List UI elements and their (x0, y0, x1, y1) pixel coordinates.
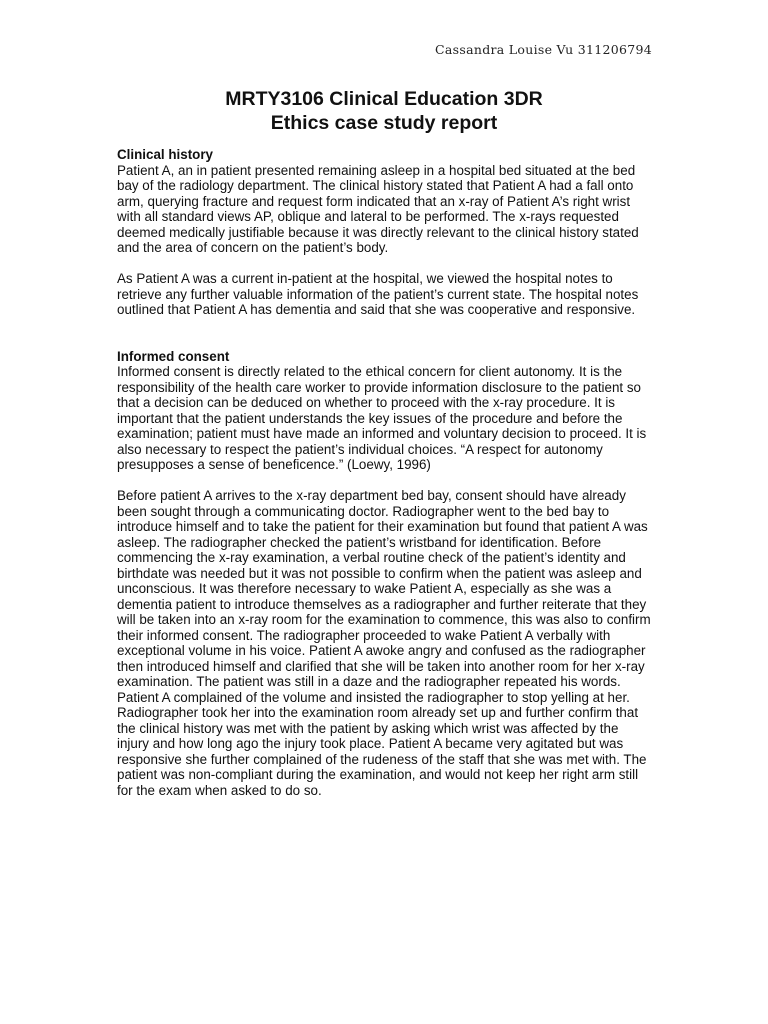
document-body (117, 147, 651, 798)
paragraph-clinical-history-2: As Patient A was a current in-patient at the hospital, we viewed the hospital notes to retrieve any further valuable information of the patient’s current state. The hospital notes outlined that Patient A has dementia and said that she was cooperative and responsive. (117, 271, 639, 317)
paragraph-spacer (117, 473, 651, 489)
author-line: Cassandra Louise Vu 311206794 (435, 42, 652, 57)
section-heading-informed-consent: Informed consent (117, 348, 230, 364)
paragraph-informed-consent-2: Before patient A arrives to the x-ray department bed bay, consent should have already been sought through a communicating doctor. Radiographer went to the bed bay to introduce himself and to take the patient for their examination but found that patient A was asleep. The radiographer checked the patient’s wristband for identification. Before commencing the x-ray examination, a verbal routine check of the patient’s identity and birthdate was needed but it was not possible to confirm when the patient was asleep and unconscious. It was therefore necessary to wake Patient A, especially as she was a dementia patient to introduce themselves as a radiographer and further reiterate that they will be taken into an x-ray room for the examination to commence, this was also to confirm their informed consent. The radiographer proceeded to wake Patient A verbally with exceptional volume in his voice. Patient A awoke angry and confused as the radiographer then introduced himself and clarified that she will be taken into another room for her x-ray examination. The patient was still in a daze and the radiographer repeated his words. Patient A complained of the volume and insisted the radiographer to stop yelling at her. Radiographer took her into the examination room already set up and further confirm that the clinical history was met with the patient by asking which wrist was affected by the injury and how long ago the injury took place. Patient A became very agitated but was responsive she further complained of the rudeness of the staff that she was met with. The patient was non-compliant during the examination, and would not keep her right arm still for the exam when asked to do so. (117, 488, 651, 798)
section-heading-clinical-history: Clinical history (117, 147, 213, 162)
report-title: Ethics case study report (270, 112, 498, 134)
section-spacer (117, 318, 651, 349)
course-title: MRTY3106 Clinical Education 3DR (225, 88, 543, 110)
paragraph-clinical-history-1: Patient A, an in patient presented remaining asleep in a hospital bed situated at the bed bay of the radiology department. The clinical history stated that Patient A had a fall onto arm, querying fracture and request form indicated that an x-ray of Patient A’s right wrist with all standard views AP, oblique and lateral to be performed. The x-rays requested deemed medically justifiable because it was directly relevant to the clinical history stated and the area of concern on the patient’s body. (117, 162, 639, 255)
title-block (0, 87, 768, 135)
paragraph-informed-consent-1: Informed consent is directly related to the ethical concern for client autonomy. It is the responsibility of the health care worker to provide information disclosure to the patient so that a decision can be deduced on whether to proceed with the x-ray procedure. It is important that the patient understands the key issues of the procedure and before the examination; patient must have made an informed and voluntary decision to proceed. It is also necessary to respect the patient’s individual choices. “A respect for autonomy presupposes a sense of beneficence.” (Loewy, 1996) (117, 364, 647, 472)
paragraph-spacer (117, 256, 651, 272)
